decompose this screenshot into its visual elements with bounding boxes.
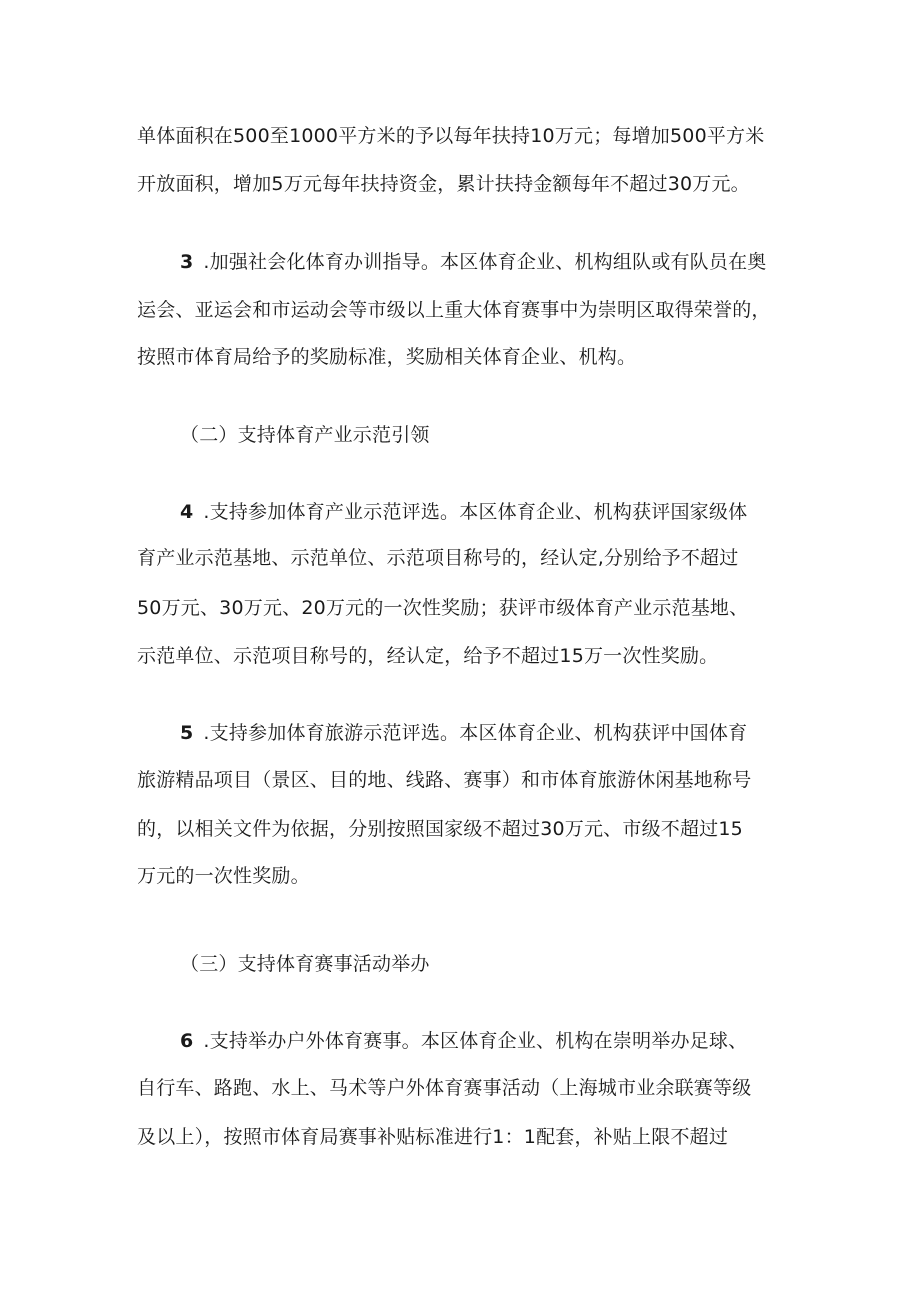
- paragraph-line: 自行车、路跑、水上、马术等户外体育赛事活动（上海城市业余联赛等级: [137, 1077, 752, 1099]
- paragraph-line: 按照市体育局给予的奖励标准，奖励相关体育企业、机构。: [137, 346, 637, 368]
- paragraph-line: .支持参加体育旅游示范评选。本区体育企业、机构获评中国体育: [203, 722, 748, 744]
- paragraph-line: 育产业示范基地、示范单位、示范项目称号的，经认定,分别给予不超过: [137, 547, 739, 569]
- paragraph-line: .加强社会化体育办训指导。本区体育企业、机构组队或有队员在奥: [203, 251, 767, 273]
- item-number: 4: [180, 501, 194, 523]
- paragraph-line: 及以上），按照市体育局赛事补贴标准进行1：1配套，补贴上限不超过: [137, 1126, 729, 1148]
- paragraph-line: 的，以相关文件为依据，分别按照国家级不超过30万元、市级不超过15: [137, 818, 743, 840]
- item-number: 3: [180, 251, 194, 273]
- item-number: 5: [180, 722, 194, 744]
- item-3-first-line: [180, 250, 766, 274]
- paragraph-line: 运会、亚运会和市运动会等市级以上重大体育赛事中为崇明区取得荣誉的，: [137, 299, 771, 321]
- item-5-first-line: [180, 721, 747, 745]
- item-number: 6: [180, 1030, 194, 1052]
- item-4-first-line: [180, 500, 747, 524]
- paragraph-line: 50万元、30万元、20万元的一次性奖励；获评市级体育产业示范基地、: [137, 597, 749, 619]
- paragraph-line: .支持参加体育产业示范评选。本区体育企业、机构获评国家级体: [203, 501, 748, 523]
- paragraph-line: 旅游精品项目（景区、目的地、线路、赛事）和市体育旅游休闲基地称号: [137, 769, 752, 791]
- paragraph-line: 示范单位、示范项目称号的，经认定，给予不超过15万一次性奖励。: [137, 645, 719, 667]
- paragraph-line: 单体面积在500至1000平方米的予以每年扶持10万元；每增加500平方米: [137, 125, 765, 147]
- paragraph-line: 开放面积，增加5万元每年扶持资金，累计扶持金额每年不超过30万元。: [137, 173, 750, 195]
- section-heading: （二）支持体育产业示范引领: [180, 424, 430, 446]
- section-heading: （三）支持体育赛事活动举办: [180, 953, 430, 975]
- paragraph-line: 万元的一次性奖励。: [137, 865, 310, 887]
- paragraph-line: .支持举办户外体育赛事。本区体育企业、机构在崇明举办足球、: [203, 1030, 748, 1052]
- item-6-first-line: [180, 1029, 747, 1053]
